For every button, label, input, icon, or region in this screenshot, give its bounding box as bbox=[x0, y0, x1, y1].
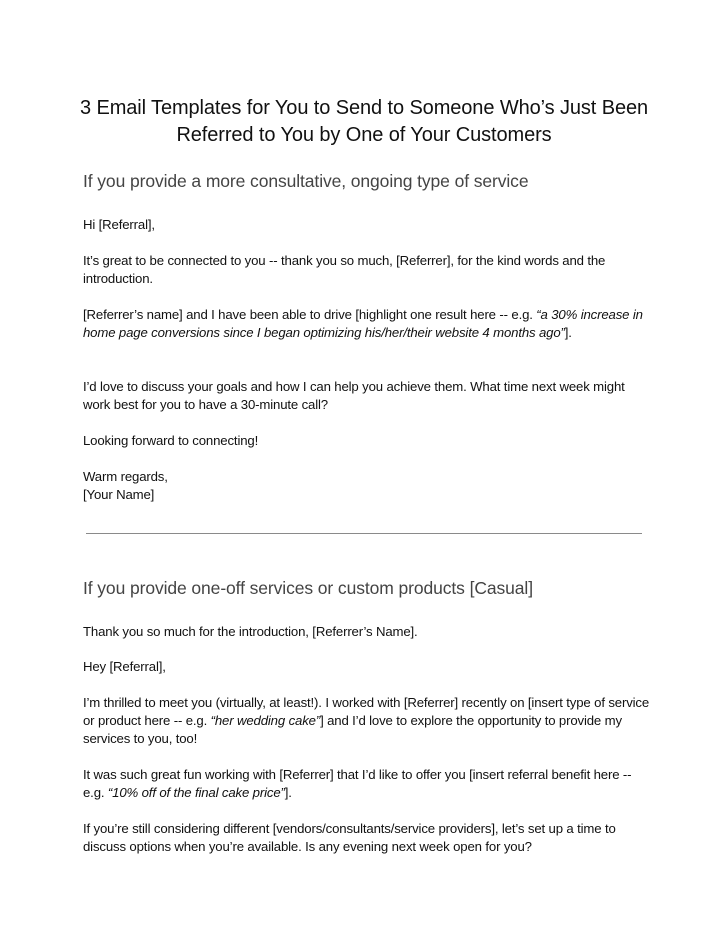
email1-paragraph-4: Looking forward to connecting! bbox=[83, 433, 259, 448]
email1-signoff: Warm regards, bbox=[83, 469, 168, 484]
document-title bbox=[60, 95, 668, 149]
section-heading-one-off: If you provide one-off services or custom products [Casual] bbox=[83, 578, 533, 598]
email1-p2-suffix: ]. bbox=[564, 325, 572, 340]
section-divider bbox=[86, 533, 642, 534]
email2-subject-line: Thank you so much for the introduction, [Referrer’s Name]. bbox=[83, 624, 418, 639]
email2-p1-suffix: ] and I’d love to explore the opportunity to provide my services to you, too! bbox=[83, 713, 622, 746]
email1-p2-example: “a 30% increase in home page conversions since I began optimizing his/her/their website 4 months ago” bbox=[83, 307, 643, 340]
email2-p1-prefix: I’m thrilled to meet you (virtually, at least!). I worked with [Referrer] recently on [insert type of service or product here -- e.g. bbox=[83, 695, 650, 728]
email1-signature: [Your Name] bbox=[83, 487, 155, 502]
email1-p2-prefix: [Referrer’s name] and I have been able to drive [highlight one result here -- e.g. bbox=[83, 307, 537, 322]
title-line-1: 3 Email Templates for You to Send to Someone Who’s Just Been bbox=[79, 97, 649, 119]
email1-paragraph-3: I’d love to discuss your goals and how I can help you achieve them. What time next week might work best for you to have a 30-minute call? bbox=[83, 379, 625, 412]
email1-paragraph-2 bbox=[83, 306, 653, 342]
section-heading-consultative: If you provide a more consultative, ongoing type of service bbox=[83, 171, 529, 191]
email2-paragraph-2 bbox=[83, 766, 653, 802]
email1-paragraph-1: It’s great to be connected to you -- thank you so much, [Referrer], for the kind words and the introduction. bbox=[83, 253, 606, 286]
email1-greeting: Hi [Referral], bbox=[83, 217, 155, 232]
title-line-2: Referred to You by One of Your Customers bbox=[176, 124, 552, 146]
email2-p1-example: “her wedding cake” bbox=[210, 713, 321, 728]
email2-greeting: Hey [Referral], bbox=[83, 659, 166, 674]
email2-paragraph-3: If you’re still considering different [vendors/consultants/service providers], let’s set up a time to discuss options when you’re available. Is any evening next week open for you? bbox=[83, 821, 616, 854]
email2-p2-suffix: ]. bbox=[284, 785, 292, 800]
email2-p2-prefix: It was such great fun working with [Referrer] that I’d like to offer you [insert referral benefit here -- e.g. bbox=[83, 767, 632, 800]
email2-p2-example: “10% off of the final cake price” bbox=[107, 785, 285, 800]
email2-paragraph-1 bbox=[83, 694, 653, 748]
